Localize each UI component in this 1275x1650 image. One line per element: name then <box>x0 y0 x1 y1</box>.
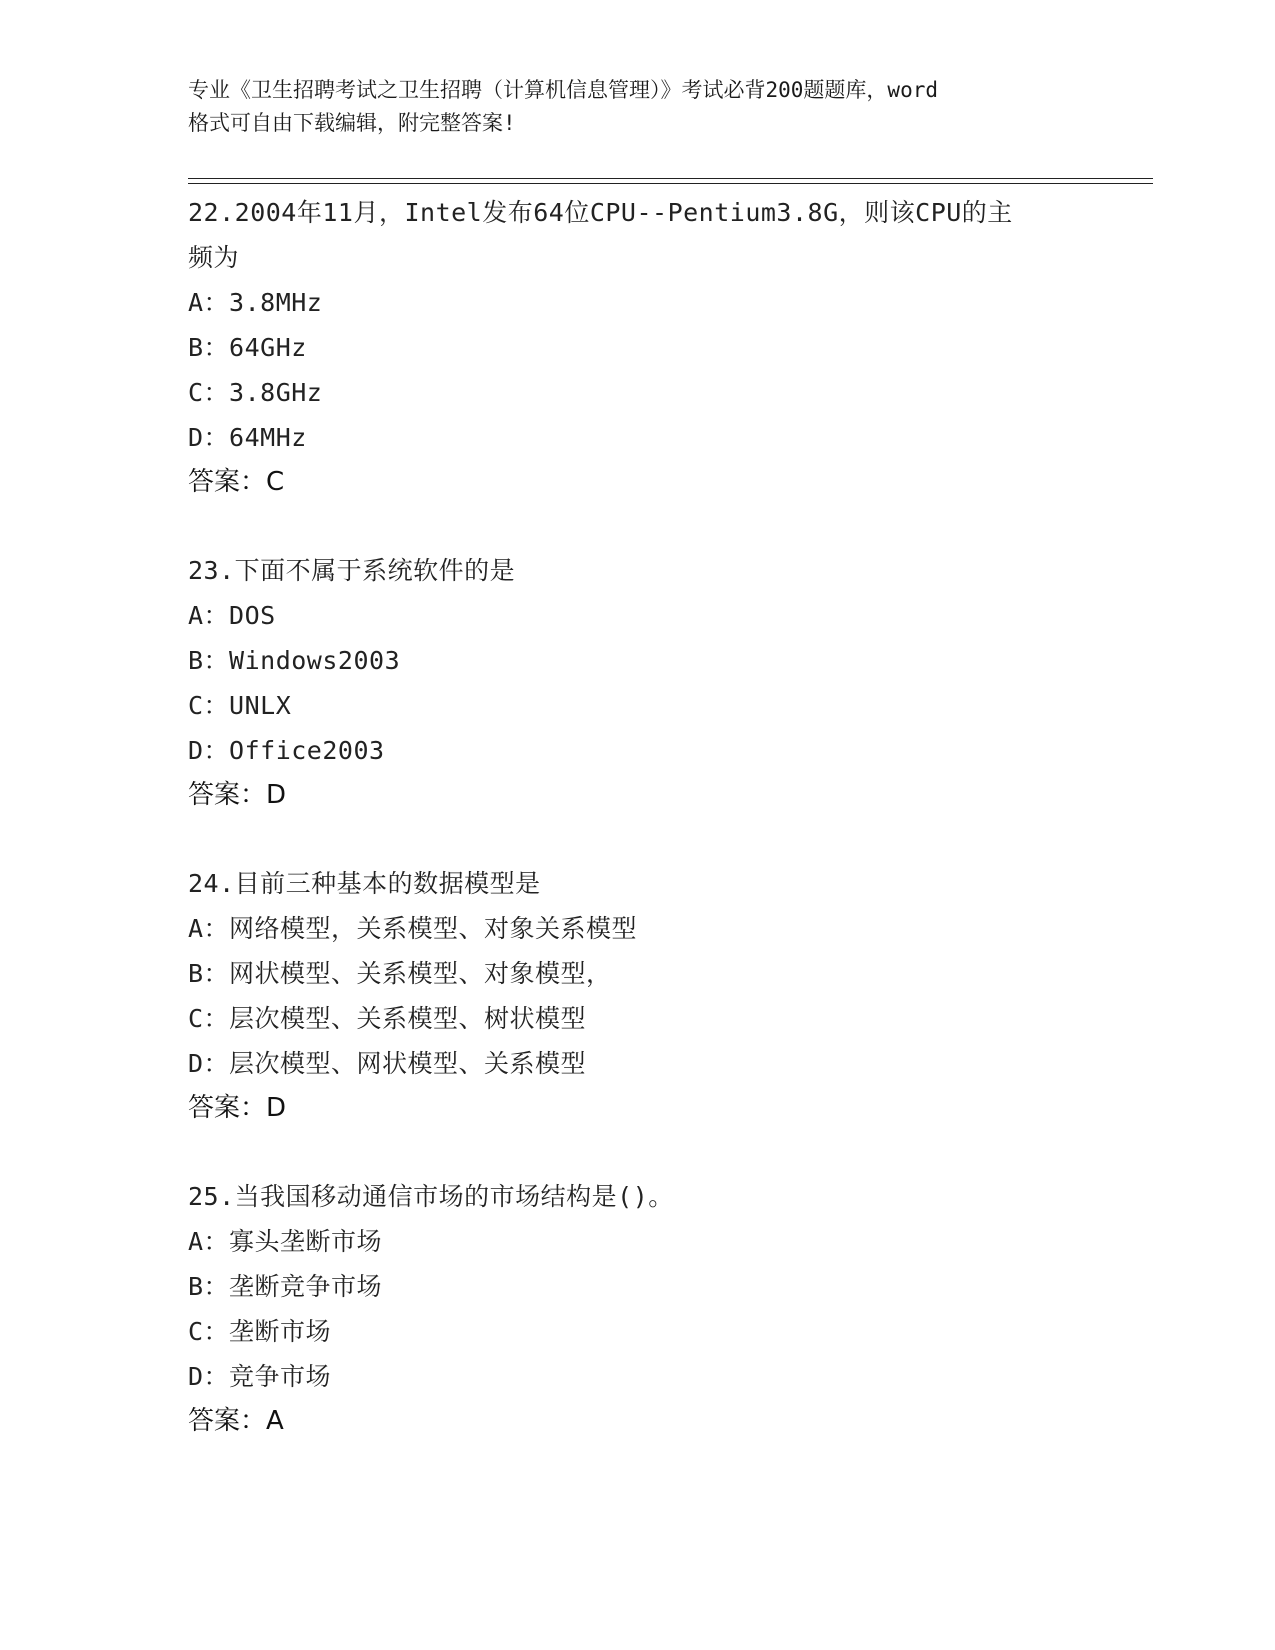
question-stem: 24.目前三种基本的数据模型是 <box>188 869 541 898</box>
question-25 <box>188 1174 1088 1444</box>
option-a: A：DOS <box>188 601 276 630</box>
option-c: C：UNLX <box>188 691 292 720</box>
question-stem: 频为 <box>188 243 240 272</box>
option-a: A：寡头垄断市场 <box>188 1227 383 1256</box>
answer-line: 答案：A <box>188 1406 284 1436</box>
header-line-2: 格式可自由下载编辑，附完整答案! <box>188 111 516 135</box>
question-24 <box>188 861 1088 1131</box>
option-a: A：3.8MHz <box>188 288 323 317</box>
option-c: C：层次模型、关系模型、树状模型 <box>188 1004 587 1033</box>
option-b: B：网状模型、关系模型、对象模型， <box>188 959 612 988</box>
option-b: B：Windows2003 <box>188 646 401 675</box>
option-c: C：3.8GHz <box>188 378 323 407</box>
option-d: D：64MHz <box>188 423 307 452</box>
question-stem: 22.2004年11月，Intel发布64位CPU--Pentium3.8G，则该CPU的主 <box>188 198 1013 227</box>
option-d: D：层次模型、网状模型、关系模型 <box>188 1049 587 1078</box>
option-d: D：Office2003 <box>188 736 385 765</box>
answer-line: 答案：C <box>188 467 285 497</box>
header-divider-top <box>188 178 1153 179</box>
header-divider-bottom <box>188 183 1153 184</box>
option-b: B：垄断竞争市场 <box>188 1272 383 1301</box>
question-22 <box>188 190 1088 505</box>
question-stem: 25.当我国移动通信市场的市场结构是()。 <box>188 1182 674 1211</box>
answer-line: 答案：D <box>188 780 287 810</box>
option-b: B：64GHz <box>188 333 307 362</box>
document-header <box>188 74 1088 140</box>
option-a: A：网络模型，关系模型、对象关系模型 <box>188 914 638 943</box>
option-c: C：垄断市场 <box>188 1317 332 1346</box>
answer-line: 答案：D <box>188 1093 287 1123</box>
question-stem: 23.下面不属于系统软件的是 <box>188 556 516 585</box>
question-23 <box>188 548 1088 818</box>
option-d: D：竞争市场 <box>188 1362 332 1391</box>
question-list <box>188 190 1088 1487</box>
header-line-1: 专业《卫生招聘考试之卫生招聘（计算机信息管理）》考试必背200题题库，word <box>188 78 938 102</box>
